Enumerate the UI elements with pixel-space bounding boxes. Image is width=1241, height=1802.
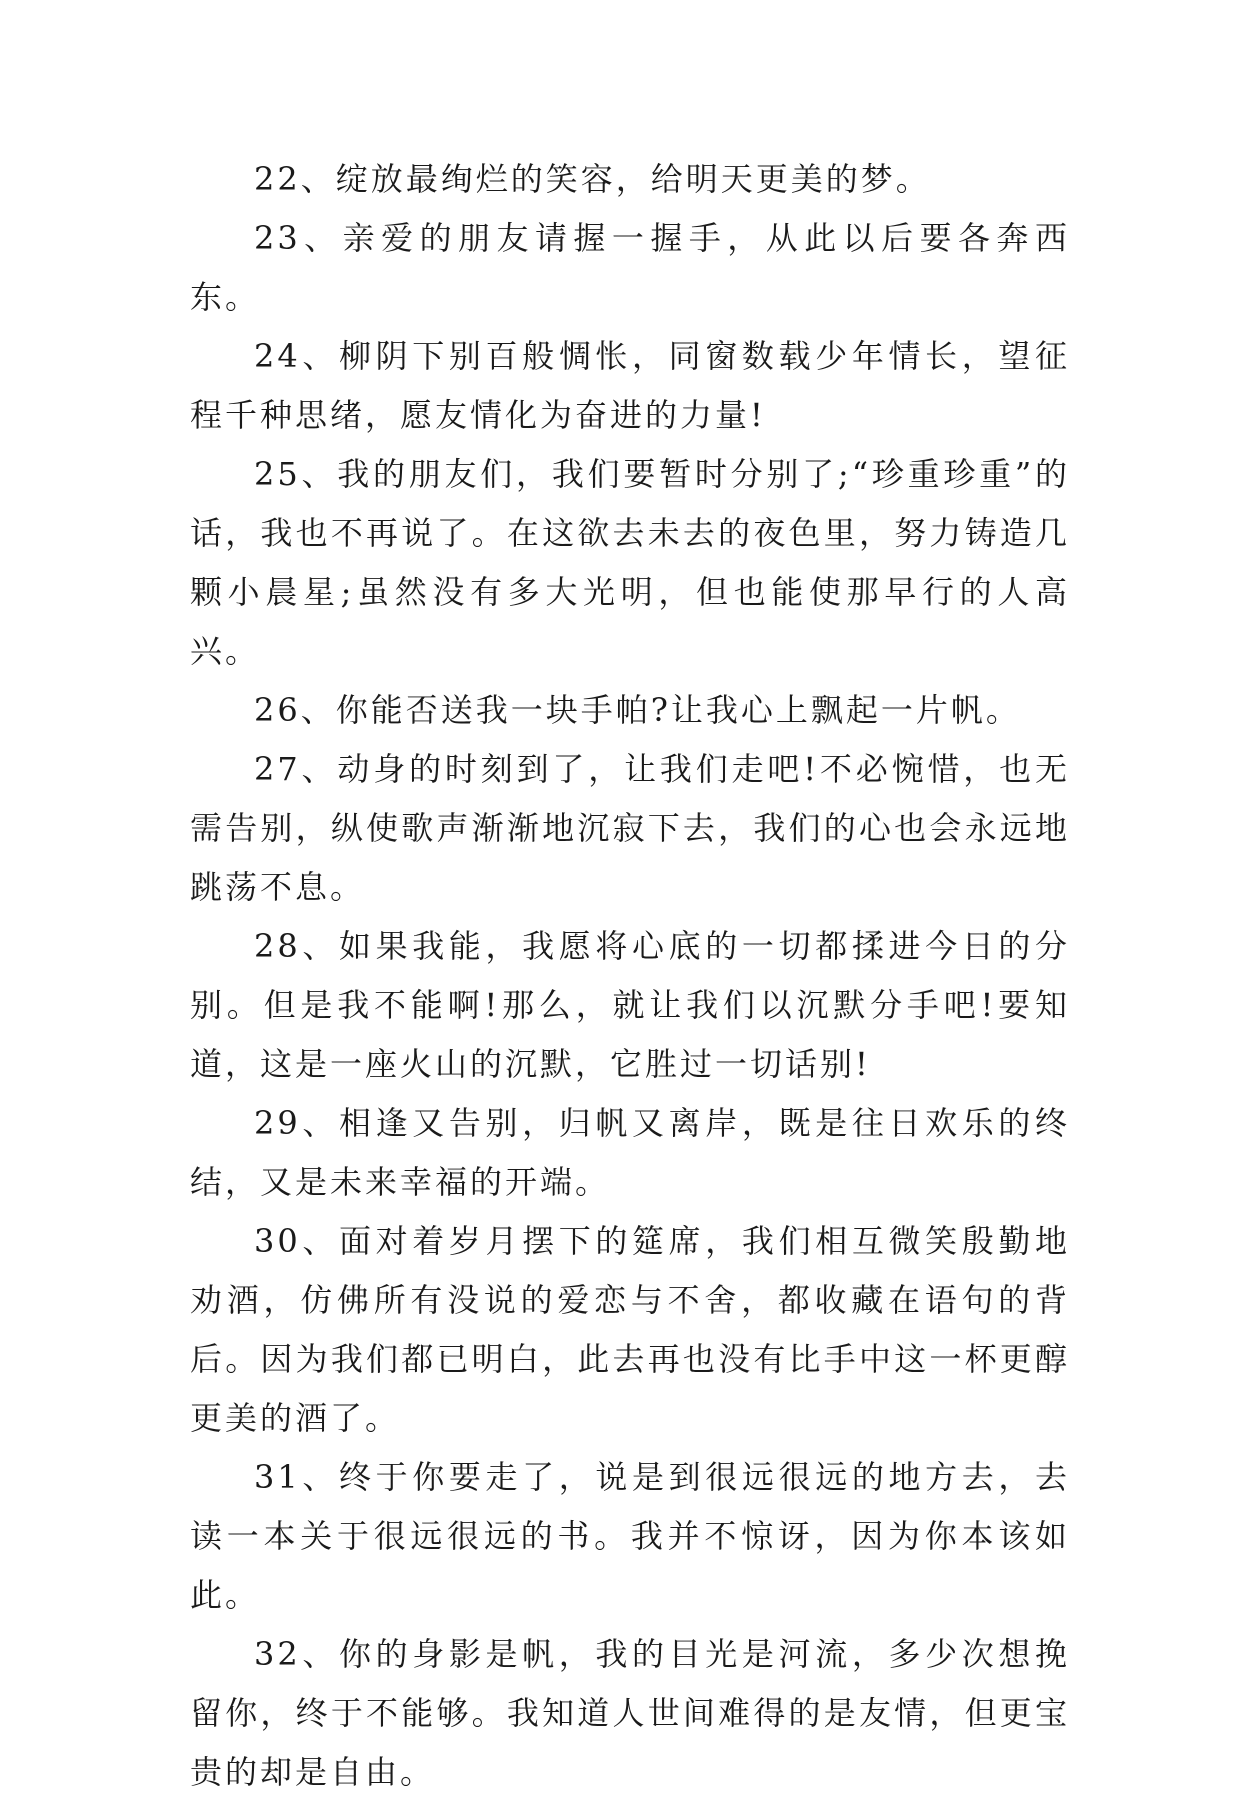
paragraph-30: 30、面对着岁月摆下的筵席，我们相互微笑殷勤地劝酒，仿佛所有没说的爱恋与不舍，都收藏在语句的背后。因为我们都已明白，此去再也没有比手中这一杯更醇更美的酒了。 xyxy=(190,1222,1070,1437)
document-body xyxy=(190,150,1070,1802)
paragraph-32: 32、你的身影是帆，我的目光是河流，多少次想挽留你，终于不能够。我知道人世间难得的是友情，但更宝贵的却是自由。 xyxy=(190,1635,1070,1791)
paragraph-28: 28、如果我能，我愿将心底的一切都揉进今日的分别。但是我不能啊!那么，就让我们以沉默分手吧!要知道，这是一座火山的沉默，它胜过一切话别! xyxy=(190,927,1070,1083)
paragraph-26: 26、你能否送我一块手帕?让我心上飘起一片帆。 xyxy=(254,691,1021,729)
paragraph-22: 22、绽放最绚烂的笑容，给明天更美的梦。 xyxy=(254,160,931,198)
paragraph-31: 31、终于你要走了，说是到很远很远的地方去，去读一本关于很远很远的书。我并不惊讶，因为你本该如此。 xyxy=(190,1458,1070,1614)
paragraph-29: 29、相逢又告别，归帆又离岸，既是往日欢乐的终结，又是未来幸福的开端。 xyxy=(190,1104,1070,1201)
paragraph-27: 27、动身的时刻到了，让我们走吧!不必惋惜，也无需告别，纵使歌声渐渐地沉寂下去，我们的心也会永远地跳荡不息。 xyxy=(190,750,1070,906)
paragraph-24: 24、柳阴下别百般惆怅，同窗数载少年情长，望征程千种思绪，愿友情化为奋进的力量! xyxy=(190,337,1070,434)
paragraph-25: 25、我的朋友们，我们要暂时分别了;“珍重珍重”的话，我也不再说了。在这欲去未去的夜色里，努力铸造几颗小晨星;虽然没有多大光明，但也能使那早行的人高兴。 xyxy=(190,455,1070,670)
paragraph-23: 23、亲爱的朋友请握一握手，从此以后要各奔西东。 xyxy=(190,219,1070,316)
